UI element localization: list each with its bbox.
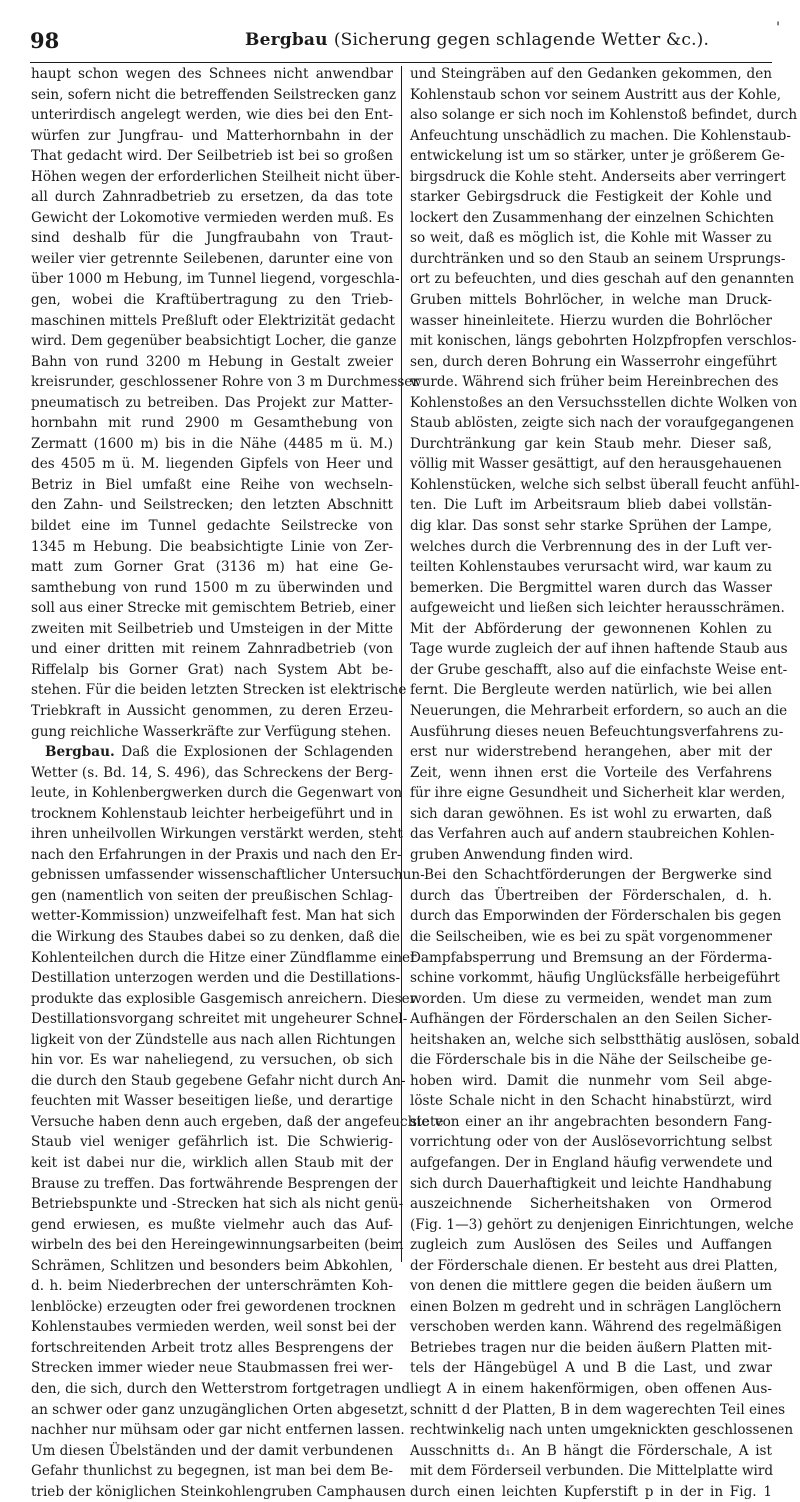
line-text: dig klar. Das sonst sehr starke Sprühen der Lampe,	[410, 518, 772, 535]
line-text: Kohlenstaubes vermieden werden, weil sonst bei der	[31, 1319, 396, 1336]
text-line	[31, 105, 393, 126]
line-text: und Steingräben auf den Gedanken gekommen, den	[410, 66, 772, 82]
text-line	[31, 393, 393, 414]
text-line	[31, 968, 401, 989]
line-text: nachher nur mühsam oder gar nicht entfernen lassen.	[31, 1422, 405, 1439]
line-text: Ausführung dieses neuen Befeuchtungsverfahrens zu-	[410, 723, 784, 740]
line-text: birgsdruck die Kohle steht. Anderseits aber verringert	[410, 168, 786, 185]
text-line	[31, 1235, 404, 1256]
text-line	[410, 845, 772, 866]
line-text: zweiten mit Seilbetrieb und Umsteigen in der Mitte	[31, 620, 393, 637]
line-text: den Zahn- und Seilstrecken; den letzten Abschnitt	[31, 497, 393, 514]
line-text: wurde. Während sich früher beim Hereinbrechen des	[410, 374, 779, 391]
line-text: Anfeuchtung unschädlich zu machen. Die Kohlenstaub-	[410, 127, 791, 144]
text-line	[31, 1174, 398, 1195]
line-text: Zermatt (1600 m) bis in die Nähe (4485 m ü. M.)	[31, 435, 393, 452]
text-line	[31, 1194, 404, 1215]
line-text: worden. Um diese zu vermeiden, wendet man zum	[410, 990, 772, 1007]
text-line	[31, 1050, 393, 1071]
line-text: Ausschnitts d₁. An B hängt die Förderschale, A ist	[410, 1442, 772, 1459]
text-line	[31, 763, 393, 784]
line-text: fortschreitenden Arbeit trotz alles Besprengens der	[31, 1339, 393, 1356]
text-line	[410, 331, 797, 352]
text-line	[410, 393, 798, 414]
text-line	[31, 126, 393, 147]
text-line	[31, 989, 417, 1010]
text-line	[410, 948, 772, 969]
text-line	[31, 865, 425, 886]
text-line	[31, 537, 393, 558]
line-text: Gewicht der Lokomotive vermieden werden muß. Es	[31, 209, 394, 226]
section-keyword: Bergbau.	[45, 744, 115, 761]
text-line	[410, 742, 772, 763]
line-text: Destillation unterzogen werden und die Destillations-	[31, 970, 401, 987]
line-text: aufgefangen. Der in England häufig verwendete und	[410, 1154, 773, 1171]
line-text: Kohlenteilchen durch die Hitze einer Zündflamme einer	[31, 949, 417, 966]
line-text: einen Bolzen m gedreht und in schrägen Langlöchern	[410, 1298, 782, 1315]
text-line	[410, 804, 772, 825]
text-line	[31, 701, 393, 722]
text-line	[31, 1461, 393, 1482]
line-text: sich daran gewöhnen. Es ist wohl zu erwarten, daß	[410, 805, 772, 822]
text-line	[31, 948, 417, 969]
text-line	[31, 1132, 393, 1153]
text-line	[410, 1338, 772, 1359]
line-text: Zeit, wenn ihnen erst die Vorteile des Verfahrens	[410, 764, 772, 781]
text-line	[410, 989, 772, 1010]
line-text: all durch Zahnradbetrieb zu ersetzen, da das tote	[31, 189, 393, 206]
text-line	[31, 722, 393, 743]
line-text: Staub viel weniger gefährlich ist. Die Schwierig-	[31, 1134, 393, 1151]
line-text: von denen die mittlere gegen die beiden äußern um	[410, 1278, 772, 1295]
line-text: tels der Hängebügel A und B die Last, und zwar	[410, 1360, 772, 1377]
line-text: gend erwiesen, es mußte vielmehr auch das Auf-	[31, 1216, 393, 1233]
line-text: zugleich zum Auslösen des Seiles und Auffangen	[410, 1237, 772, 1254]
text-line	[410, 906, 782, 927]
line-text: durchtränken und so den Staub an seinem Ursprungs-	[410, 250, 786, 267]
text-line	[31, 352, 393, 373]
text-line	[31, 886, 393, 907]
text-line	[410, 516, 772, 537]
text-line	[31, 1482, 406, 1502]
text-line	[31, 1153, 393, 1174]
line-text: heitshaken an, welche sich selbstthätig auslösen, sobald	[410, 1031, 800, 1048]
line-text: völlig mit Wasser gesättigt, auf den herausgehauenen	[410, 456, 782, 473]
text-line	[31, 1358, 393, 1379]
line-text: des 4505 m ü. M. liegenden Gipfels von Heer und	[31, 456, 393, 473]
line-text: so weit, daß es möglich ist, die Kohle mit Wasser zu	[410, 230, 772, 247]
header-rule	[30, 62, 772, 63]
line-text: starker Gebirgsdruck die Festigkeit der Kohle und	[410, 189, 772, 206]
line-text: d. h. beim Niederbrechen der unterschrämten Koh-	[31, 1278, 393, 1295]
line-text: wird. Dem gegenüber beabsichtigt Locher, die ganze	[31, 333, 397, 350]
line-text: feuchten mit Wasser beseitigen ließe, und derartige	[31, 1093, 393, 1110]
text-line	[410, 208, 772, 229]
line-text: rechtwinkelig nach unten umgeknickten geschlossenen	[410, 1422, 794, 1439]
line-text: Destillationsvorgang schreitet mit ungeheurer Schnel-	[31, 1011, 408, 1028]
text-line	[410, 763, 772, 784]
text-line	[31, 1256, 393, 1277]
text-line	[31, 742, 393, 763]
line-text: hornbahn mit rund 2900 m Gesamthebung von	[31, 415, 393, 432]
text-line	[410, 1030, 800, 1051]
line-text: welches durch die Verbrennung des in der Luft ver-	[410, 538, 772, 555]
text-line	[410, 886, 772, 907]
left-column	[31, 64, 444, 1500]
line-text: wetter-Kommission) unzweifelhaft fest. Man hat sich	[31, 908, 396, 925]
text-line	[410, 1441, 772, 1462]
line-text: die Seilscheiben, wie es bei zu spät vorgenommener	[410, 928, 772, 945]
text-line	[410, 1379, 772, 1400]
text-line	[31, 1317, 396, 1338]
line-text: Neuerungen, die Mehrarbeit erfordern, so auch an die	[410, 702, 788, 719]
text-line	[410, 434, 772, 455]
text-line	[410, 311, 772, 332]
text-line	[31, 1338, 393, 1359]
text-line	[410, 619, 772, 640]
text-line	[31, 1420, 405, 1441]
line-text: verschoben werden kann. Während des regelmäßigen	[410, 1319, 782, 1336]
line-text: fernt. Die Bergleute werden natürlich, wie bei allen	[410, 682, 772, 699]
line-text: der Förderschale dienen. Er besteht aus drei Platten,	[410, 1257, 778, 1274]
text-line	[410, 660, 788, 681]
text-line	[410, 722, 784, 743]
text-line	[410, 537, 772, 558]
text-line	[410, 639, 788, 660]
line-text: Aufhängen der Förderschalen an den Seilen Sicher-	[410, 1011, 772, 1028]
text-line	[31, 639, 393, 660]
text-line	[31, 516, 393, 537]
line-text: Betriebes tragen nur die beiden äußern Platten mit-	[410, 1339, 772, 1356]
line-text: Tage wurde zugleich der auf ihnen haftende Staub aus	[410, 641, 788, 658]
text-line	[410, 927, 772, 948]
text-line	[410, 1112, 772, 1133]
line-text: unterirdisch angelegt werden, wie dies bei den Ent-	[31, 107, 393, 124]
text-line	[410, 1358, 772, 1379]
line-text: durch das Übertreiben der Förderschalen, d. h.	[410, 887, 772, 904]
line-text: Kohlenstaub schon vor seinem Austritt aus der Kohle,	[410, 86, 782, 103]
text-line	[31, 1215, 393, 1236]
text-line	[410, 680, 772, 701]
line-text: nach den Erfahrungen in der Praxis und nach den Er-	[31, 846, 402, 863]
text-line	[31, 1297, 396, 1318]
line-text: Kohlenstücken, welche sich selbst überall feucht anfühl-	[410, 476, 800, 493]
text-line	[31, 249, 393, 270]
line-text: sich durch Dauerhaftigkeit und leichte Handhabung	[410, 1175, 772, 1192]
line-text: hin vor. Es war naheliegend, zu versuchen, ob sich	[31, 1052, 393, 1069]
text-line	[410, 1420, 794, 1441]
line-text: Bahn von rund 3200 m Hebung in Gestalt zweier	[31, 353, 393, 370]
line-text: wasser hineinleitete. Hierzu wurden die Bohrlöcher	[410, 312, 772, 329]
line-text: Bei den Schachtförderungen der Bergwerke sind	[424, 867, 772, 884]
line-text: die Wirkung des Staubes dabei so zu denken, daß die	[31, 928, 400, 945]
text-line	[31, 619, 393, 640]
text-line	[31, 1091, 393, 1112]
text-line	[31, 167, 400, 188]
right-column	[410, 64, 800, 1500]
text-line	[410, 1482, 772, 1502]
text-line	[410, 557, 772, 578]
line-text: Dampfabsperrung und Bremsung an der Förderma-	[410, 949, 772, 966]
text-line	[410, 1461, 772, 1482]
running-title-main: Bergbau	[245, 30, 328, 50]
text-line	[410, 454, 782, 475]
text-line	[410, 64, 772, 85]
text-line	[31, 1276, 393, 1297]
text-line	[410, 783, 786, 804]
line-text: über 1000 m Hebung, im Tunnel liegend, vorgeschla-	[31, 271, 400, 288]
line-text: Betriebspunkte und -Strecken hat sich als nicht genü-	[31, 1196, 404, 1213]
text-line	[410, 146, 785, 167]
line-text: mit dem Förderseil verbunden. Die Mittelplatte wird	[410, 1463, 774, 1480]
line-text: durch einen leichten Kupferstift p in der in Fig. 1	[410, 1483, 772, 1500]
text-line	[410, 372, 779, 393]
text-line	[31, 578, 393, 599]
line-text: ligkeit von der Zündstelle aus nach allen Richtungen	[31, 1031, 396, 1048]
text-line	[31, 1400, 408, 1421]
line-text: trocknem Kohlenstaub leichter herbeigeführt und in	[31, 805, 393, 822]
line-text: an schwer oder ganz unzugänglichen Orten abgesetzt,	[31, 1401, 408, 1418]
line-text: durch das Emporwinden der Förderschalen bis gegen	[410, 908, 782, 925]
text-line	[31, 783, 403, 804]
text-line	[410, 1071, 772, 1092]
text-line	[31, 824, 403, 845]
text-line	[410, 187, 772, 208]
line-text: sein, sofern nicht die betreffenden Seilstrecken ganz	[31, 86, 397, 103]
text-line	[410, 865, 772, 886]
line-text: Daß die Explosionen der Schlagenden	[121, 744, 393, 761]
running-title	[245, 30, 709, 50]
line-text: auszeichnende Sicherheitshaken von Ormerod	[410, 1196, 772, 1213]
line-text: entwickelung ist um so stärker, unter je größerem Ge-	[410, 148, 785, 165]
text-line	[410, 85, 782, 106]
text-line	[410, 1235, 772, 1256]
text-line	[410, 1174, 772, 1195]
text-line	[31, 331, 397, 352]
text-line	[410, 578, 772, 599]
line-text: gen (namentlich von seiten der preußischen Schlag-	[31, 887, 393, 904]
text-line	[31, 311, 393, 332]
text-line	[31, 1009, 408, 1030]
line-text: pneumatisch zu betreiben. Das Projekt zur Matter-	[31, 394, 393, 411]
text-line	[410, 1009, 772, 1030]
line-text: matt zum Gorner Grat (3136 m) hat eine Ge-	[31, 559, 393, 576]
text-line	[31, 1030, 396, 1051]
line-text: Mit der Abförderung der gewonnenen Kohlen zu	[410, 620, 772, 637]
line-text: teilten Kohlenstaubes verursacht wird, war kaum zu	[410, 559, 772, 576]
text-line	[31, 64, 393, 85]
text-line	[410, 701, 788, 722]
line-text: kreisrunder, geschlossener Rohre von 3 m Durchmesser	[31, 374, 419, 391]
line-text: ort zu befeuchten, und dies geschah auf den genannten	[410, 271, 795, 288]
line-text: 1345 m Hebung. Die beabsichtigte Linie von Zer-	[31, 538, 393, 555]
text-line	[31, 1379, 411, 1400]
line-text: schine vorkommt, häufig Unglücksfälle herbeigeführt	[410, 970, 780, 987]
line-text: löste Schale nicht in den Schacht hinabstürzt, wird	[410, 1093, 772, 1110]
text-line	[31, 1112, 444, 1133]
line-text: Um diesen Übelständen und der damit verbundenen	[31, 1442, 394, 1459]
text-line	[31, 1441, 393, 1462]
text-line	[31, 269, 400, 290]
line-text: Gruben mittels Bohrlöcher, in welche man Druck-	[410, 292, 772, 309]
text-line	[31, 290, 393, 311]
running-title-sub: (Sicherung gegen schlagende Wetter &c.).	[333, 30, 710, 50]
text-line	[31, 228, 393, 249]
line-text: Triebkraft in Aussicht genommen, zu deren Erzeu-	[31, 702, 393, 719]
line-text: soll aus einer Strecke mit gemischtem Betrieb, einer	[31, 600, 396, 617]
line-text: und einer dritten mit reinem Zahnradbetrieb (von	[31, 641, 393, 658]
line-text: die Förderschale bis in die Nähe der Seilscheibe ge-	[410, 1052, 772, 1069]
text-line	[410, 1276, 772, 1297]
line-text: keit ist dabei nur die, wirklich allen Staub mit der	[31, 1154, 393, 1171]
line-text: wirbeln des bei den Hereingewinnungsarbeiten (beim	[31, 1237, 404, 1254]
text-line	[410, 413, 794, 434]
text-line	[31, 1071, 406, 1092]
text-line	[410, 1050, 772, 1071]
line-text: hoben wird. Damit die nunmehr vom Seil abge-	[410, 1072, 772, 1089]
text-line	[410, 269, 795, 290]
line-text: Wetter (s. Bd. 14, S. 496), das Schreckens der Berg-	[31, 764, 393, 781]
text-line	[410, 968, 780, 989]
line-text: stehen. Für die beiden letzten Strecken ist elektrische	[31, 682, 407, 699]
text-line	[410, 290, 772, 311]
text-line	[410, 228, 772, 249]
line-text: liegt A in einem hakenförmigen, oben offenen Aus-	[410, 1381, 772, 1397]
line-text: That gedacht wird. Der Seilbetrieb ist bei so großen	[31, 148, 393, 165]
line-text: Schrämen, Schlitzen und besonders beim Abkohlen,	[31, 1257, 393, 1274]
line-text: Riffelalp bis Gorner Grat) nach System Abt be-	[31, 661, 393, 678]
line-text: ten. Die Luft im Arbeitsraum blieb dabei vollstän-	[410, 497, 772, 514]
line-text: sie von einer an ihr angebrachten besondern Fang-	[410, 1113, 772, 1130]
text-line	[31, 495, 393, 516]
text-line	[410, 1091, 772, 1112]
line-text: die durch den Staub gegebene Gefahr nicht durch An-	[31, 1072, 406, 1089]
line-text: erst nur widerstrebend herangehen, aber mit der	[410, 744, 772, 761]
text-line	[410, 105, 798, 126]
text-line	[410, 1317, 782, 1338]
text-line	[31, 85, 397, 106]
line-text: den, die sich, durch den Wetterstrom fortgetragen und	[31, 1381, 411, 1397]
text-line	[31, 680, 407, 701]
text-line	[31, 660, 393, 681]
text-line	[410, 1215, 794, 1236]
line-text: gung reichliche Wasserkräfte zur Verfügung stehen.	[31, 723, 392, 740]
line-text: trieb der königlichen Steinkohlengruben Camphausen	[31, 1483, 406, 1500]
text-line	[31, 372, 419, 393]
text-line	[410, 824, 775, 845]
line-text: samthebung von rund 1500 m zu überwinden und	[31, 579, 393, 596]
line-text: vorrichtung oder von der Auslösevorrichtung selbst	[410, 1134, 772, 1151]
line-text: Staub ablösten, zeigte sich nach der voraufgegangenen	[410, 415, 794, 432]
text-line	[31, 845, 402, 866]
text-line	[410, 1297, 782, 1318]
text-line	[410, 167, 786, 188]
text-line	[410, 495, 772, 516]
text-line	[31, 454, 393, 475]
text-line	[31, 927, 400, 948]
corner-mark: '	[776, 20, 780, 36]
line-text: Kohlenstoßes an den Versuchsstellen dichte Wolken von	[410, 394, 798, 411]
line-text: ihren unheilvollen Wirkungen verstärkt werden, steht	[31, 826, 403, 843]
line-text: Höhen wegen der erforderlichen Steilheit nicht über-	[31, 168, 400, 185]
line-text: gen, wobei die Kraftübertragung zu den Trieb-	[31, 292, 393, 309]
line-text: würfen zur Jungfrau- und Matterhornbahn in der	[31, 127, 393, 144]
line-text: also solange er sich noch im Kohlenstoß befindet, durch	[410, 107, 798, 124]
line-text: produkte das explosible Gasgemisch anreichern. Dieser	[31, 990, 417, 1007]
text-line	[31, 906, 396, 927]
line-text: der Grube geschafft, also auf die einfachste Weise ent-	[410, 661, 788, 678]
text-line	[31, 146, 393, 167]
text-line	[410, 475, 800, 496]
line-text: Strecken immer wieder neue Staubmassen frei wer-	[31, 1360, 393, 1377]
line-text: Gefahr thunlichst zu begegnen, ist man bei dem Be-	[31, 1463, 393, 1480]
line-text: aufgeweicht und ließen sich leichter herausschrämen.	[410, 600, 785, 617]
line-text: lenblöcke) erzeugten oder frei gewordenen trocknen	[31, 1298, 396, 1315]
line-text: sind deshalb für die Jungfraubahn von Traut-	[31, 230, 393, 247]
text-line	[410, 1132, 772, 1153]
line-text: bildet eine im Tunnel gedachte Seilstrecke von	[31, 518, 393, 535]
text-line	[31, 557, 393, 578]
text-line	[31, 187, 393, 208]
text-line	[410, 1400, 786, 1421]
page-number: 98	[30, 28, 60, 53]
text-line	[31, 598, 396, 619]
text-line	[410, 126, 791, 147]
line-text: das Verfahren auch auf andern staubreichen Kohlen-	[410, 826, 775, 843]
line-text: Durchtränkung gar kein Staub mehr. Dieser saß,	[410, 435, 772, 452]
line-text: gruben Anwendung finden wird.	[410, 846, 634, 863]
line-text: für ihre eigne Gesundheit und Sicherheit klar werden,	[410, 785, 786, 802]
line-text: gebnissen umfassender wissenschaftlicher Untersuchun-	[31, 867, 425, 884]
page-header	[30, 20, 780, 58]
text-line	[31, 804, 393, 825]
line-text: maschinen mittels Preßluft oder Elektrizität gedacht	[31, 312, 395, 329]
text-line	[31, 208, 393, 229]
text-line	[410, 352, 777, 373]
line-text: weiler vier getrennte Seilebenen, darunter eine von	[31, 250, 393, 267]
text-line	[410, 1256, 778, 1277]
text-line	[410, 1153, 772, 1174]
line-text: (Fig. 1—3) gehört zu denjenigen Einrichtungen, welche	[410, 1216, 794, 1233]
line-text: Versuche haben denn auch ergeben, daß der angefeuchtete	[31, 1113, 444, 1130]
line-text: sen, durch deren Bohrung ein Wasserrohr eingeführt	[410, 353, 777, 370]
line-text: bemerken. Die Bergmittel waren durch das Wasser	[410, 579, 772, 596]
text-line	[410, 1194, 772, 1215]
line-text: Betriz in Biel umfaßt eine Reihe von wechseln-	[31, 476, 393, 493]
text-line	[31, 434, 393, 455]
line-text: lockert den Zusammenhang der einzelnen Schichten	[410, 209, 774, 226]
text-line	[31, 413, 393, 434]
text-line	[410, 598, 785, 619]
text-line	[31, 475, 393, 496]
text-line	[410, 249, 786, 270]
line-text: leute, in Kohlenbergwerken durch die Gegenwart von	[31, 785, 403, 802]
line-text: Brause zu treffen. Das fortwährende Besprengen der	[31, 1175, 398, 1192]
line-text: haupt schon wegen des Schnees nicht anwendbar	[31, 66, 393, 82]
line-text: schnitt d der Platten, B in dem wagerechten Teil eines	[410, 1401, 786, 1418]
line-text: mit konischen, längs gebohrten Holzpfropfen verschlos-	[410, 333, 797, 350]
